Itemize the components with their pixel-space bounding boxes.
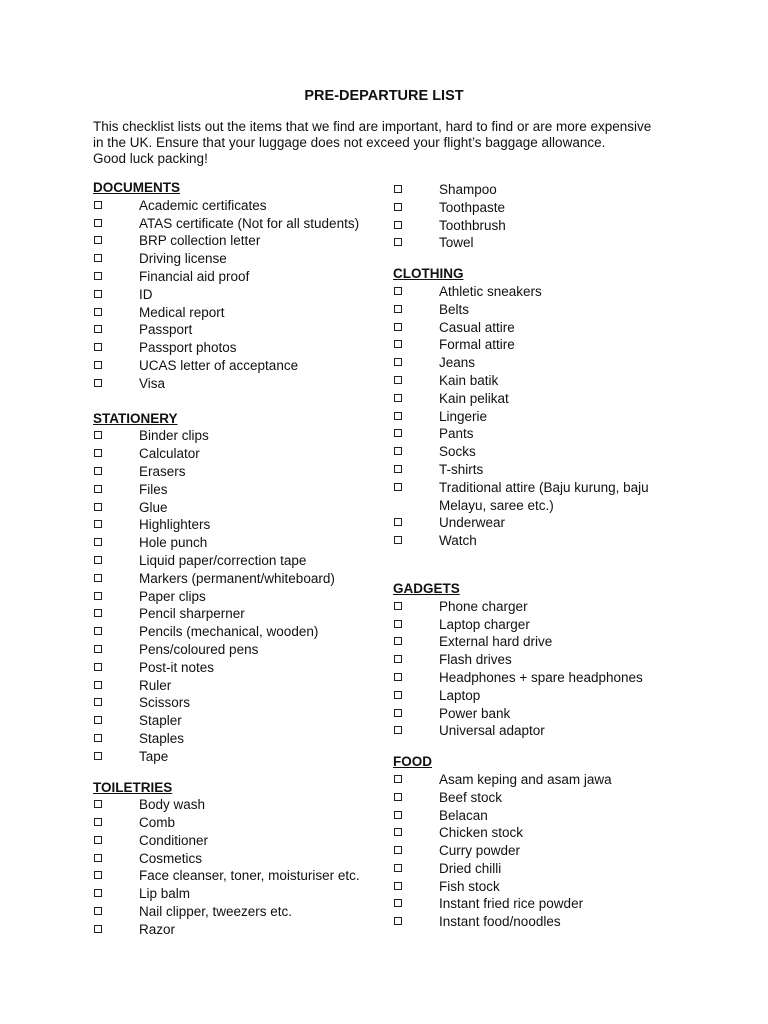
checkbox-icon[interactable] bbox=[394, 793, 402, 801]
checklist-item bbox=[393, 687, 683, 705]
checkbox-icon[interactable] bbox=[94, 645, 102, 653]
checklist-item-label: Face cleanser, toner, moisturiser etc. bbox=[139, 868, 360, 884]
checklist-item bbox=[93, 286, 383, 304]
checkbox-icon[interactable] bbox=[394, 221, 402, 229]
checkbox-icon[interactable] bbox=[394, 811, 402, 819]
checkbox-icon[interactable] bbox=[94, 907, 102, 915]
checklist-item-label: Razor bbox=[139, 921, 176, 937]
checklist-item bbox=[93, 641, 383, 659]
checklist-item bbox=[93, 659, 383, 677]
checklist-item bbox=[93, 850, 383, 868]
checklist-item-label: Passport photos bbox=[139, 340, 237, 356]
checklist-item-label: Cosmetics bbox=[139, 850, 203, 866]
checklist-item-label: Calculator bbox=[139, 446, 200, 462]
checklist-item-label: Conditioner bbox=[139, 832, 209, 848]
checkbox-icon[interactable] bbox=[94, 379, 102, 387]
checklist-item-label: Erasers bbox=[139, 463, 186, 479]
checklist-item-label: Flash drives bbox=[439, 652, 512, 668]
checkbox-icon[interactable] bbox=[394, 305, 402, 313]
checklist-item bbox=[393, 824, 683, 842]
checklist-item bbox=[93, 427, 383, 445]
checkbox-icon[interactable] bbox=[94, 343, 102, 351]
checklist-item bbox=[393, 479, 683, 515]
checkbox-icon[interactable] bbox=[394, 412, 402, 420]
checkbox-icon[interactable] bbox=[94, 556, 102, 564]
checklist-item-label: Instant fried rice powder bbox=[439, 896, 584, 912]
checklist-item-label: Fish stock bbox=[439, 878, 500, 894]
checklist-item-label: Underwear bbox=[439, 515, 506, 531]
checklist-item-label: UCAS letter of acceptance bbox=[139, 357, 299, 373]
checklist-item bbox=[93, 375, 383, 393]
checkbox-icon[interactable] bbox=[94, 361, 102, 369]
checkbox-icon[interactable] bbox=[394, 620, 402, 628]
checklist-item-label: Toothpaste bbox=[439, 199, 506, 215]
checklist bbox=[393, 598, 683, 740]
checklist-item bbox=[393, 651, 683, 669]
checkbox-icon[interactable] bbox=[394, 394, 402, 402]
section-documents bbox=[93, 179, 383, 393]
checkbox-icon[interactable] bbox=[94, 520, 102, 528]
checklist-item bbox=[93, 339, 383, 357]
checklist-item-label: Power bank bbox=[439, 705, 511, 721]
checkbox-icon[interactable] bbox=[94, 925, 102, 933]
intro-line: This checklist lists out the items that we find are important, hard to find or are more expensive bbox=[93, 119, 652, 134]
checklist-item-label: Lip balm bbox=[139, 886, 191, 902]
checkbox-icon[interactable] bbox=[394, 238, 402, 246]
checkbox-icon[interactable] bbox=[94, 716, 102, 724]
checklist-item bbox=[393, 913, 683, 931]
checklist-item-label: Laptop charger bbox=[439, 616, 530, 632]
checklist-item bbox=[93, 463, 383, 481]
checkbox-icon[interactable] bbox=[94, 290, 102, 298]
checklist-item bbox=[393, 390, 683, 408]
checklist-item bbox=[393, 514, 683, 532]
checklist-item bbox=[393, 301, 683, 319]
checkbox-icon[interactable] bbox=[94, 752, 102, 760]
checklist-item bbox=[393, 372, 683, 390]
checkbox-icon[interactable] bbox=[394, 536, 402, 544]
checklist bbox=[93, 796, 383, 938]
checklist-item-label: Markers (permanent/whiteboard) bbox=[139, 570, 335, 586]
checklist-item-label: Pens/coloured pens bbox=[139, 641, 259, 657]
checklist-item bbox=[393, 771, 683, 789]
checkbox-icon[interactable] bbox=[94, 734, 102, 742]
checklist-item-label: Toothbrush bbox=[439, 217, 506, 233]
section-heading: FOOD bbox=[393, 754, 432, 770]
checkbox-icon[interactable] bbox=[94, 818, 102, 826]
checklist-item bbox=[93, 534, 383, 552]
checklist-item-label: External hard drive bbox=[439, 634, 553, 650]
checklist bbox=[393, 283, 683, 550]
checklist-item-label: ID bbox=[139, 286, 153, 302]
section-heading: DOCUMENTS bbox=[93, 180, 180, 195]
checklist-item bbox=[93, 357, 383, 375]
checkbox-icon[interactable] bbox=[94, 698, 102, 706]
checkbox-icon[interactable] bbox=[394, 447, 402, 455]
checkbox-icon[interactable] bbox=[94, 889, 102, 897]
checklist-item bbox=[393, 181, 683, 199]
checklist-item-label: Academic certificates bbox=[139, 197, 267, 213]
checkbox-icon[interactable] bbox=[394, 899, 402, 907]
checklist-item-label: T-shirts bbox=[439, 461, 484, 477]
checklist-item-label: Jeans bbox=[439, 355, 476, 371]
checklist-item bbox=[93, 796, 383, 814]
checklist-item-label: Liquid paper/correction tape bbox=[139, 552, 307, 568]
checklist-item bbox=[93, 814, 383, 832]
checkbox-icon[interactable] bbox=[394, 429, 402, 437]
checklist-item-label: Ruler bbox=[139, 677, 172, 693]
checklist-item-label: Belts bbox=[439, 301, 470, 317]
section-stationery bbox=[93, 410, 383, 766]
checklist-item bbox=[393, 633, 683, 651]
section-toiletries-continued bbox=[393, 181, 683, 252]
checkbox-icon[interactable] bbox=[94, 308, 102, 316]
checkbox-icon[interactable] bbox=[94, 236, 102, 244]
checklist-item bbox=[393, 319, 683, 337]
checklist-item bbox=[93, 250, 383, 268]
checklist-item-label: BRP collection letter bbox=[139, 233, 261, 249]
checklist-item-label: Universal adaptor bbox=[439, 723, 545, 739]
checkbox-icon[interactable] bbox=[394, 726, 402, 734]
checkbox-icon[interactable] bbox=[94, 871, 102, 879]
checkbox-icon[interactable] bbox=[394, 287, 402, 295]
checklist-item-label: Formal attire bbox=[439, 337, 515, 353]
checkbox-icon[interactable] bbox=[94, 254, 102, 262]
checklist-item bbox=[393, 443, 683, 461]
checklist-item bbox=[93, 552, 383, 570]
checklist-item-label: Beef stock bbox=[439, 789, 503, 805]
checkbox-icon[interactable] bbox=[394, 518, 402, 526]
checklist-item bbox=[93, 445, 383, 463]
checkbox-icon[interactable] bbox=[94, 836, 102, 844]
checklist-item-label: Watch bbox=[439, 533, 477, 549]
section-heading: TOILETRIES bbox=[93, 779, 173, 795]
checkbox-icon[interactable] bbox=[394, 376, 402, 384]
checklist-item-label: Passport bbox=[139, 322, 193, 338]
checklist-item bbox=[93, 215, 383, 233]
checklist-item bbox=[93, 588, 383, 606]
checklist-item-label: Headphones + spare headphones bbox=[439, 669, 643, 685]
section-clothing bbox=[393, 265, 683, 550]
checklist bbox=[393, 771, 683, 931]
checklist-item bbox=[393, 705, 683, 723]
checkbox-icon[interactable] bbox=[94, 609, 102, 617]
checklist-item bbox=[93, 921, 383, 939]
checklist-item bbox=[393, 408, 683, 426]
checkbox-icon[interactable] bbox=[94, 201, 102, 209]
checklist-item-label: Hole punch bbox=[139, 535, 208, 551]
checklist-item-label: Paper clips bbox=[139, 588, 206, 604]
checkbox-icon[interactable] bbox=[94, 272, 102, 280]
checklist-item bbox=[93, 605, 383, 623]
right-column bbox=[393, 181, 683, 931]
checklist-item bbox=[93, 694, 383, 712]
checkbox-icon[interactable] bbox=[394, 709, 402, 717]
checklist-item-label: Comb bbox=[139, 815, 176, 831]
intro-paragraph bbox=[93, 119, 713, 167]
checkbox-icon[interactable] bbox=[94, 485, 102, 493]
checklist-item bbox=[393, 722, 683, 740]
checklist-item bbox=[393, 532, 683, 550]
checklist-item bbox=[93, 570, 383, 588]
checklist-item-label: Shampoo bbox=[439, 182, 497, 197]
checkbox-icon[interactable] bbox=[394, 655, 402, 663]
section-gadgets bbox=[393, 580, 683, 740]
checklist-item-label: Socks bbox=[439, 444, 476, 460]
checklist-item bbox=[393, 283, 683, 301]
checklist-item bbox=[393, 354, 683, 372]
checklist-item-label: Instant food/noodles bbox=[439, 914, 561, 930]
checkbox-icon[interactable] bbox=[394, 465, 402, 473]
checkbox-icon[interactable] bbox=[394, 864, 402, 872]
section-heading: STATIONERY bbox=[93, 410, 178, 426]
checklist-item-label: Financial aid proof bbox=[139, 268, 250, 284]
checklist-item bbox=[393, 425, 683, 443]
checklist-item-label: Curry powder bbox=[439, 843, 521, 859]
checkbox-icon[interactable] bbox=[94, 467, 102, 475]
checkbox-icon[interactable] bbox=[94, 663, 102, 671]
checklist-item bbox=[93, 321, 383, 339]
checklist-item-label: Pants bbox=[439, 426, 474, 442]
checklist-item bbox=[393, 336, 683, 354]
checklist-item-label: Laptop bbox=[439, 687, 481, 703]
checklist bbox=[393, 181, 683, 252]
intro-line: Good luck packing! bbox=[93, 151, 208, 166]
section-food bbox=[393, 753, 683, 931]
checklist-item bbox=[93, 677, 383, 695]
checklist-item bbox=[93, 268, 383, 286]
checkbox-icon[interactable] bbox=[394, 673, 402, 681]
checklist-item-label: Belacan bbox=[439, 807, 488, 823]
section-heading: GADGETS bbox=[393, 580, 460, 596]
checklist-item-label: Casual attire bbox=[439, 319, 515, 335]
checklist-item bbox=[93, 197, 383, 215]
checkbox-icon[interactable] bbox=[394, 637, 402, 645]
checklist-item-label: Phone charger bbox=[439, 598, 528, 614]
checklist-item-label: Asam keping and asam jawa bbox=[439, 771, 612, 787]
checklist-item bbox=[93, 712, 383, 730]
checkbox-icon[interactable] bbox=[94, 431, 102, 439]
checkbox-icon[interactable] bbox=[394, 483, 402, 491]
checklist-item bbox=[93, 730, 383, 748]
checklist-item-label: Pencil sharperner bbox=[139, 606, 245, 622]
checklist-item-label: Kain pelikat bbox=[439, 390, 509, 406]
checkbox-icon[interactable] bbox=[394, 882, 402, 890]
checkbox-icon[interactable] bbox=[394, 846, 402, 854]
checklist-item-label: Post-it notes bbox=[139, 659, 215, 675]
checklist-item bbox=[93, 304, 383, 322]
checklist-item-label: Tape bbox=[139, 748, 169, 764]
checkbox-icon[interactable] bbox=[394, 691, 402, 699]
checklist-item bbox=[393, 461, 683, 479]
checklist-item bbox=[393, 234, 683, 252]
checkbox-icon[interactable] bbox=[394, 602, 402, 610]
checklist-item bbox=[93, 832, 383, 850]
checklist-item-label: Pencils (mechanical, wooden) bbox=[139, 624, 319, 640]
checklist-item bbox=[393, 807, 683, 825]
checkbox-icon[interactable] bbox=[94, 681, 102, 689]
checklist-item-label: ATAS certificate (Not for all students) bbox=[139, 215, 360, 231]
checklist-item bbox=[93, 499, 383, 517]
checklist-item-label: Files bbox=[139, 481, 168, 497]
checkbox-icon[interactable] bbox=[94, 325, 102, 333]
section-heading: CLOTHING bbox=[393, 266, 464, 282]
checkbox-icon[interactable] bbox=[94, 538, 102, 546]
checklist-item bbox=[393, 669, 683, 687]
checklist-item-label: Scissors bbox=[139, 695, 191, 711]
checklist-item-label: Traditional attire (Baju kurung, baju Melayu, saree etc.) bbox=[439, 479, 649, 513]
checkbox-icon[interactable] bbox=[94, 574, 102, 582]
checkbox-icon[interactable] bbox=[394, 828, 402, 836]
checklist-item bbox=[393, 842, 683, 860]
section-toiletries bbox=[93, 779, 383, 939]
checklist-item bbox=[393, 860, 683, 878]
checklist-item-label: Lingerie bbox=[439, 408, 488, 424]
checkbox-icon[interactable] bbox=[94, 219, 102, 227]
checklist-item-label: Binder clips bbox=[139, 428, 209, 444]
checklist-item bbox=[93, 516, 383, 534]
checklist-item-label: Driving license bbox=[139, 251, 227, 267]
checklist-item-label: Kain batik bbox=[439, 372, 499, 388]
checklist-item-label: Nail clipper, tweezers etc. bbox=[139, 904, 293, 920]
checkbox-icon[interactable] bbox=[394, 203, 402, 211]
checklist-item bbox=[93, 885, 383, 903]
checklist-item bbox=[93, 623, 383, 641]
checkbox-icon[interactable] bbox=[394, 340, 402, 348]
checklist-item bbox=[393, 895, 683, 913]
checklist-item-label: Athletic sneakers bbox=[439, 283, 542, 299]
checkbox-icon[interactable] bbox=[394, 917, 402, 925]
checklist-item bbox=[93, 748, 383, 766]
checkbox-icon[interactable] bbox=[94, 627, 102, 635]
checklist-item bbox=[93, 232, 383, 250]
checklist-item-label: Body wash bbox=[139, 797, 206, 813]
checkbox-icon[interactable] bbox=[94, 503, 102, 511]
checklist-item-label: Dried chilli bbox=[439, 860, 502, 876]
checkbox-icon[interactable] bbox=[94, 854, 102, 862]
checklist-item-label: Medical report bbox=[139, 304, 225, 320]
checkbox-icon[interactable] bbox=[394, 185, 402, 193]
checklist-item bbox=[93, 867, 383, 885]
checklist-item-label: Visa bbox=[139, 375, 166, 391]
checklist-item bbox=[393, 789, 683, 807]
checkbox-icon[interactable] bbox=[94, 800, 102, 808]
checklist-item bbox=[393, 217, 683, 235]
checklist-item bbox=[393, 199, 683, 217]
checklist-item bbox=[393, 616, 683, 634]
checkbox-icon[interactable] bbox=[94, 592, 102, 600]
checklist-item-label: Chicken stock bbox=[439, 825, 524, 841]
page-title: PRE-DEPARTURE LIST bbox=[304, 88, 464, 104]
checklist-item-label: Staples bbox=[139, 730, 185, 746]
checklist-item-label: Stapler bbox=[139, 713, 182, 729]
checklist-item-label: Towel bbox=[439, 235, 474, 251]
checklist bbox=[93, 427, 383, 765]
checkbox-icon[interactable] bbox=[394, 323, 402, 331]
checkbox-icon[interactable] bbox=[394, 358, 402, 366]
checklist-item bbox=[93, 903, 383, 921]
left-column bbox=[93, 179, 383, 939]
checklist-item bbox=[93, 481, 383, 499]
checkbox-icon[interactable] bbox=[394, 775, 402, 783]
checklist bbox=[93, 197, 383, 393]
checkbox-icon[interactable] bbox=[94, 449, 102, 457]
intro-line: in the UK. Ensure that your luggage does not exceed your flight’s baggage allowance. bbox=[93, 135, 606, 150]
checklist-item-label: Glue bbox=[139, 499, 168, 515]
checklist-item bbox=[393, 598, 683, 616]
checklist-item bbox=[393, 878, 683, 896]
checklist-item-label: Highlighters bbox=[139, 517, 211, 533]
